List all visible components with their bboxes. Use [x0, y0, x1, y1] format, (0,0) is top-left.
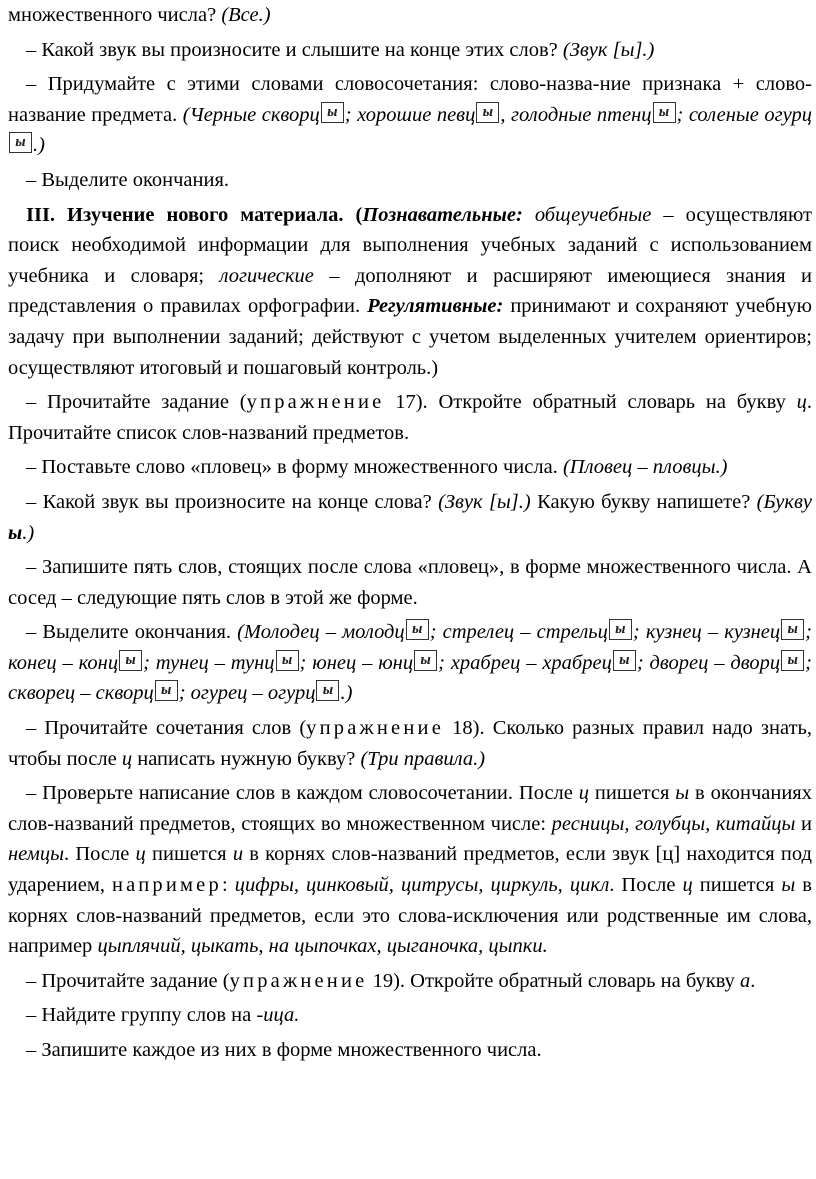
- paragraph-9: – Выделите окончания. (Молодец – молодц ы ; стрелец – стрельц ы ; кузнец – кузнец ы ; конец – конц ы ; тунец – тунц ы ; юнец – юнц ы ; храбрец – храбрец ы ; дворец – дворц ы ; скворец – скворц ы ; огурец – огурц ы .): [8, 621, 812, 705]
- spaced-word: упражнение: [246, 391, 385, 414]
- task: – Придумайте с этими словами словосочетания: слово-назва-ние признака + слово-название предмета.: [8, 73, 812, 126]
- ending-box: ы: [476, 102, 499, 123]
- term-logical: логические: [219, 264, 314, 287]
- ending-box: ы: [406, 619, 429, 640]
- answer: (Пловец – пловцы.): [562, 456, 728, 479]
- ending-box: ы: [321, 102, 344, 123]
- answer: (Звук [ы].): [438, 490, 531, 513]
- answer: (Три правила.): [360, 747, 486, 770]
- question: – Какой звук вы произносите и слышите на конце этих слов?: [26, 38, 563, 61]
- ending-box: ы: [155, 680, 178, 701]
- ending-box: ы: [316, 680, 339, 701]
- ending-box: ы: [781, 650, 804, 671]
- section-heading: III. Изучение нового материала.: [26, 203, 344, 226]
- term-general: общеучебные: [522, 203, 652, 226]
- paragraph-11: – Проверьте написание слов в каждом словосочетании. После ц пишется ы в окончаниях слов-названий предметов, стоящих во множественном числе: ресницы, голубцы, китайцы и немцы. После ц пишется и в корнях слов-названий предметов, если звук [ц] находится под ударением, например: цифры, цинковый, цитрусы, циркуль, цикл. После ц пишется ы в корнях слов-названий предметов, если это слова-исключения или родственные им слова, например цыплячий, цыкать, на цыпочках, цыганочка, цыпки.: [8, 782, 812, 958]
- ending-box: ы: [613, 650, 636, 671]
- term-regulative: Регулятивные:: [367, 295, 504, 318]
- answer: (Звук [ы].): [562, 38, 655, 61]
- spaced-word: например: [112, 874, 222, 897]
- ending-box: ы: [653, 102, 676, 123]
- text: множественного числа?: [8, 4, 222, 26]
- paragraph-6: – Поставьте слово «пловец» в форму множественного числа. (Пловец – пловцы.): [26, 456, 728, 479]
- paragraph-7: – Какой звук вы произносите на конце слова? (Звук [ы].) Какую букву напишете? (Букву ы.): [8, 490, 812, 544]
- ending-box: ы: [414, 650, 437, 671]
- ending-box: ы: [276, 650, 299, 671]
- paragraph-2: [8, 69, 812, 161]
- paragraph-1: [8, 35, 812, 66]
- paragraph-5: – Прочитайте задание (упражнение 17). Откройте обратный словарь на букву ц. Прочитайте список слов-названий предметов.: [8, 391, 813, 444]
- term-cognitive: Познавательные:: [362, 203, 523, 226]
- ending-box: ы: [609, 619, 632, 640]
- spaced-word: упражнение: [229, 969, 368, 992]
- answer: (Все.): [221, 4, 271, 26]
- paragraph-12: – Прочитайте задание (упражнение 19). Откройте обратный словарь на букву а.: [26, 969, 756, 992]
- answer: (Черные скворц ы ; хорошие певц ы , голодные птенц ы ; соленые огурцы .): [8, 104, 812, 157]
- paragraph-3: – Выделите окончания.: [26, 168, 230, 191]
- ending-box: ы: [119, 650, 142, 671]
- paragraph-0: [8, 0, 812, 31]
- answer: (Молодец – молодц ы ; стрелец – стрельц ы ; кузнец – кузнец ы ; конец – конц ы ; тунец – тунц ы ; юнец – юнц ы ; храбрец – храбрец ы ; дворец – дворц ы ; скворец – скворц ы ; огурец – огурц ы .): [8, 621, 812, 705]
- paragraph-4: III. Изучение нового материала. (Познавательные: общеучебные – осуществляют поиск необходимой информации для выполнения учебных заданий с использованием учебника и словаря; логические – дополняют и расширяют имеющиеся знания и представления о правилах орфографии. Регулятивные: принимают и сохраняют учебную задачу при выполнении заданий; действуют с учетом выделенных учителем ориентиров; осуществляют итоговый и пошаговый контроль.): [8, 203, 812, 379]
- paragraph-10: – Прочитайте сочетания слов (упражнение 18). Сколько разных правил надо знать, чтобы после ц написать нужную букву? (Три правила.): [8, 717, 813, 770]
- spaced-word: упражнение: [306, 717, 444, 740]
- paragraph-13: – Найдите группу слов на -ица.: [26, 1004, 300, 1027]
- ending-box: ы: [781, 619, 804, 640]
- ending-box: ы: [9, 132, 32, 153]
- paragraph-14: – Запишите каждое из них в форме множественного числа.: [26, 1039, 542, 1061]
- paragraph-8: – Запишите пять слов, стоящих после слова «пловец», в форме множественного числа. А сосед – следующие пять слов в этой же форме.: [8, 556, 812, 609]
